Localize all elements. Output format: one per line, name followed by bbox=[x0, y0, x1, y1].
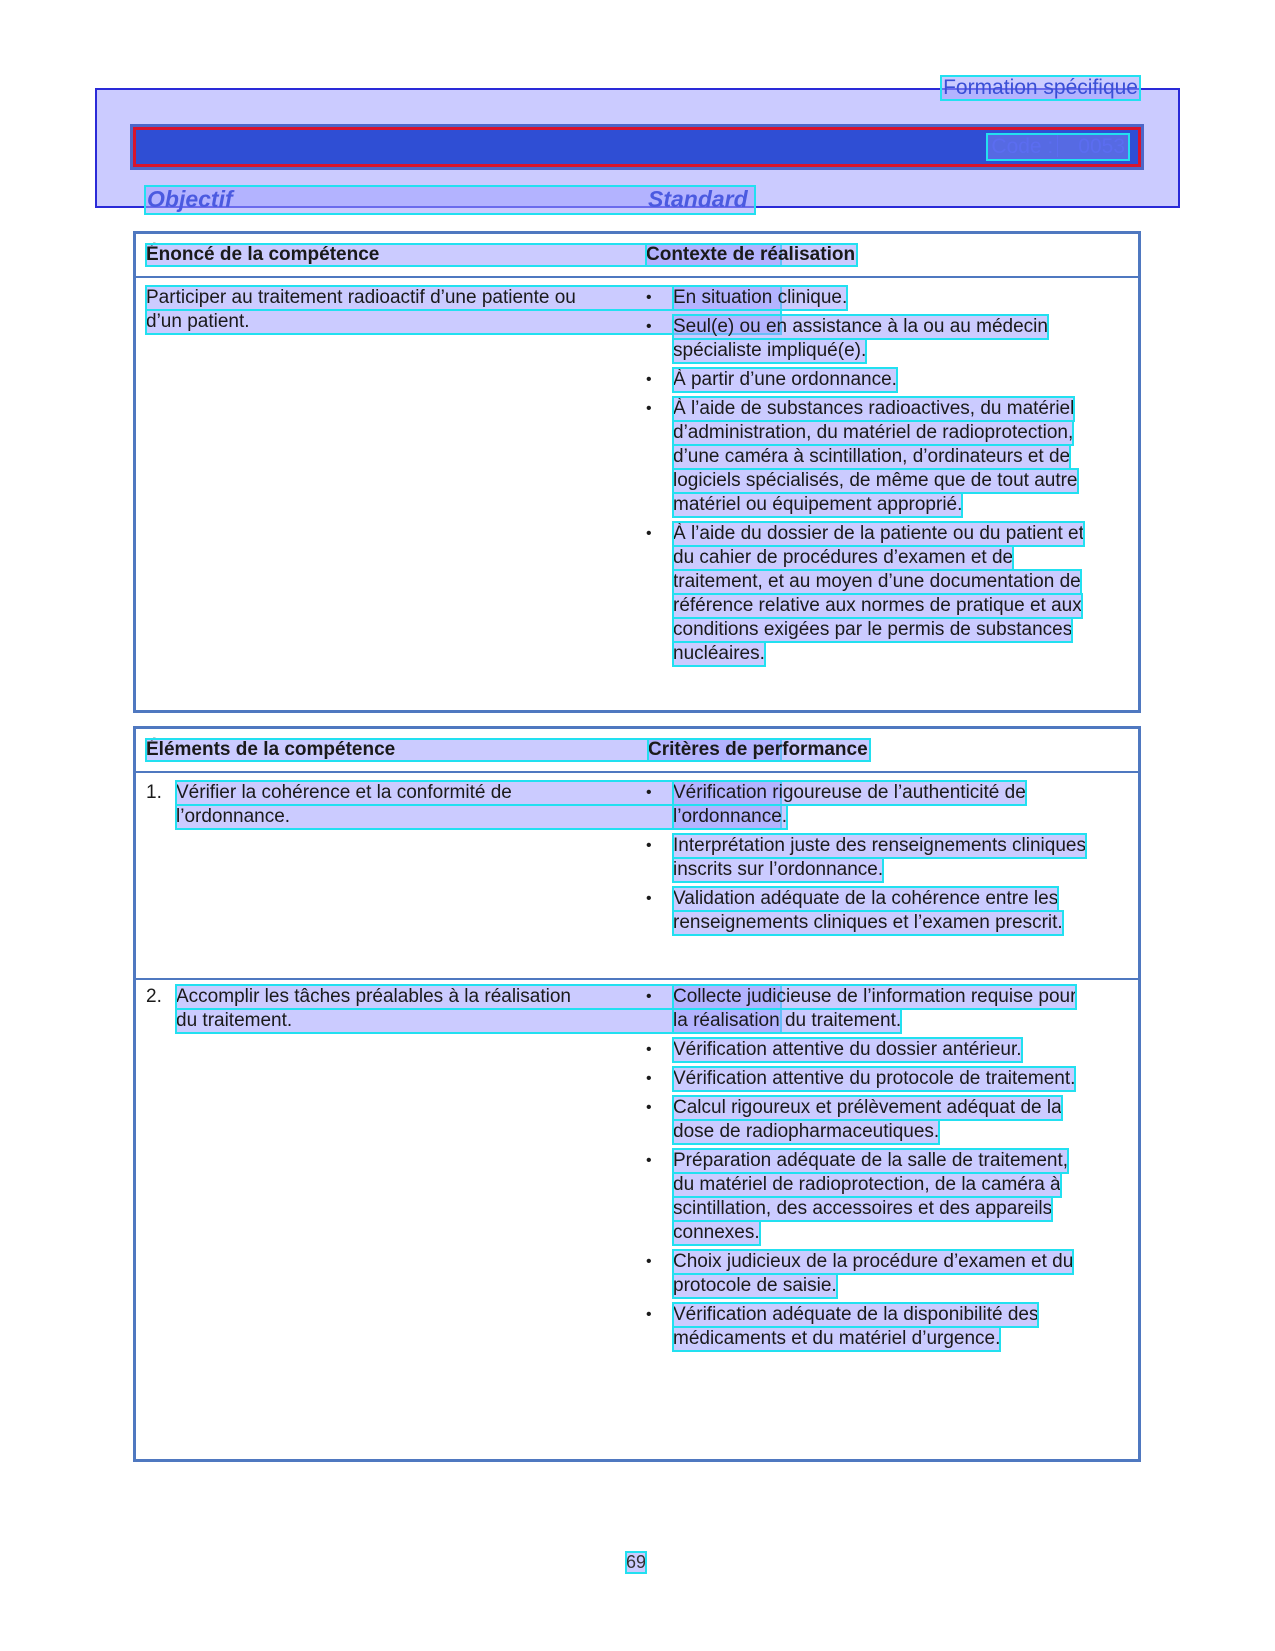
context-item-line: conditions exigées par le permis de substances bbox=[673, 619, 1073, 640]
competence-panel bbox=[133, 231, 1141, 713]
criteria-2-bullet: • bbox=[646, 1253, 652, 1270]
criteria-1-item-line: Validation adéquate de la cohérence entre les bbox=[673, 888, 1059, 909]
criteria-2-item-line: médicaments et du matériel d’urgence. bbox=[673, 1328, 1001, 1349]
context-item-line: spécialiste impliqué(e). bbox=[673, 340, 867, 361]
code-text: Code : bbox=[991, 135, 1054, 158]
row-divider bbox=[136, 978, 1138, 980]
context-item-line: traitement, et au moyen d’une documentation de bbox=[673, 571, 1081, 592]
context-bullet: • bbox=[646, 371, 652, 388]
standard-heading: Standard bbox=[648, 186, 748, 212]
criteria-2-item-line: Vérification attentive du protocole de traitement. bbox=[673, 1068, 1076, 1089]
element-2-number: 2. bbox=[146, 986, 162, 1007]
context-item-line: À partir d’une ordonnance. bbox=[673, 369, 897, 390]
criteria-1-item-line: Vérification rigoureuse de l’authenticité de bbox=[673, 782, 1026, 803]
criteria-2-item-line: Vérification attentive du dossier antérieur. bbox=[673, 1039, 1022, 1060]
criteria-1-bullet: • bbox=[646, 890, 652, 907]
context-item-line: référence relative aux normes de pratique et aux bbox=[673, 595, 1082, 616]
context-bullet: • bbox=[646, 525, 652, 542]
criteres-header: Critères de performance bbox=[648, 739, 868, 760]
page-number: 69 bbox=[626, 1552, 647, 1572]
context-item-line: À l’aide du dossier de la patiente ou du patient et bbox=[673, 523, 1084, 544]
criteria-2-bullet: • bbox=[646, 1306, 652, 1323]
objectif-heading: Objectif bbox=[145, 186, 755, 214]
criteria-2-item-line: Collecte judicieuse de l’information requise pour bbox=[673, 986, 1077, 1007]
criteria-2-bullet: • bbox=[646, 1099, 652, 1116]
criteria-1-bullet: • bbox=[646, 837, 652, 854]
context-item-line: Seul(e) ou en assistance à la ou au médecin bbox=[673, 316, 1048, 337]
competence-panel-header bbox=[136, 234, 1138, 278]
element-1-line-1: Vérifier la cohérence et la conformité de bbox=[176, 781, 781, 805]
criteria-2-item-line: du matériel de radioprotection, de la caméra à bbox=[673, 1174, 1061, 1195]
context-bullet: • bbox=[646, 400, 652, 417]
contexte-header: Contexte de réalisation bbox=[646, 244, 856, 265]
code-value: 0053 bbox=[1078, 135, 1125, 158]
criteria-2-item-line: Vérification adéquate de la disponibilité des bbox=[673, 1304, 1039, 1325]
criteria-2-item-line: Calcul rigoureux et prélèvement adéquat de la bbox=[673, 1097, 1062, 1118]
context-item-line: du cahier de procédures d’examen et de bbox=[673, 547, 1014, 568]
criteria-1-item-line: inscrits sur l’ordonnance. bbox=[673, 859, 884, 880]
code-bar bbox=[133, 127, 1141, 167]
enonce-line-1: Participer au traitement radioactif d’une patiente ou bbox=[146, 286, 781, 310]
element-2-line-1: Accomplir les tâches préalables à la réalisation bbox=[176, 985, 781, 1009]
context-item-line: À l’aide de substances radioactives, du matériel bbox=[673, 398, 1075, 419]
criteria-2-item-line: scintillation, des accessoires et des appareils bbox=[673, 1198, 1053, 1219]
context-item-line: d’administration, du matériel de radioprotection, bbox=[673, 422, 1074, 443]
criteria-1-item-line: Interprétation juste des renseignements cliniques bbox=[673, 835, 1086, 856]
context-item-line: matériel ou équipement approprié. bbox=[673, 494, 963, 515]
context-item-line: logiciels spécialisés, de même que de tout autre bbox=[673, 470, 1078, 491]
criteria-2-item-line: connexes. bbox=[673, 1222, 760, 1243]
enonce-line-2: d’un patient. bbox=[146, 310, 781, 334]
element-2-line-2: du traitement. bbox=[176, 1009, 781, 1033]
criteria-2-bullet: • bbox=[646, 988, 652, 1005]
context-item-line: d’une caméra à scintillation, d’ordinateurs et de bbox=[673, 446, 1071, 467]
element-1-line-2: l’ordonnance. bbox=[176, 805, 781, 829]
criteria-1-item-line: renseignements cliniques et l’examen prescrit. bbox=[673, 912, 1063, 933]
elements-panel-header bbox=[136, 729, 1138, 773]
context-item-line: En situation clinique. bbox=[673, 287, 848, 308]
criteria-2-item-line: Choix judicieux de la procédure d’examen et du bbox=[673, 1251, 1074, 1272]
context-bullet: • bbox=[646, 318, 652, 335]
enonce-header: Énoncé de la compétence bbox=[146, 244, 781, 266]
elements-header: Éléments de la compétence bbox=[146, 739, 781, 761]
criteria-1-bullet: • bbox=[646, 784, 652, 801]
criteria-2-item-line: protocole de saisie. bbox=[673, 1275, 837, 1296]
criteria-2-bullet: • bbox=[646, 1070, 652, 1087]
criteria-2-bullet: • bbox=[646, 1152, 652, 1169]
elements-panel bbox=[133, 726, 1141, 1462]
criteria-2-item-line: dose de radiopharmaceutiques. bbox=[673, 1121, 940, 1142]
context-bullet: • bbox=[646, 289, 652, 306]
formation-title: Formation spécifique bbox=[943, 76, 1138, 99]
criteria-1-item-line: l’ordonnance. bbox=[673, 806, 788, 827]
criteria-2-item-line: la réalisation du traitement. bbox=[673, 1010, 902, 1031]
criteria-2-bullet: • bbox=[646, 1041, 652, 1058]
context-item-line: nucléaires. bbox=[673, 643, 765, 664]
code-label bbox=[988, 135, 1128, 159]
criteria-2-item-line: Préparation adéquate de la salle de traitement, bbox=[673, 1150, 1069, 1171]
element-1-number: 1. bbox=[146, 782, 162, 803]
